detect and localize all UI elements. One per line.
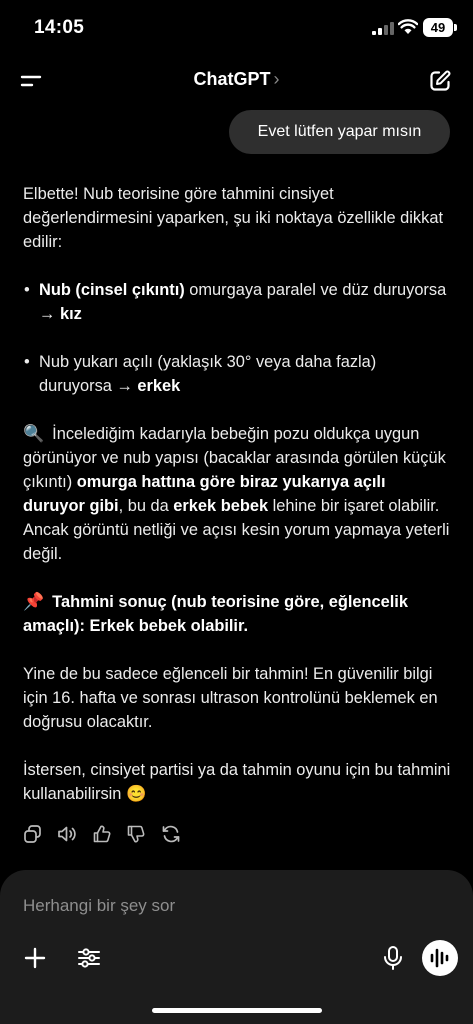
magnifier-emoji: 🔍 bbox=[23, 424, 45, 443]
wifi-icon bbox=[398, 19, 418, 35]
copy-icon[interactable] bbox=[23, 824, 43, 844]
new-chat-icon[interactable] bbox=[428, 69, 452, 93]
battery-tip bbox=[454, 24, 457, 31]
analysis-paragraph bbox=[23, 422, 451, 566]
analysis-bold: omurga hattına göre biraz yukarıya açılı duruyor gibi bbox=[23, 473, 386, 515]
analysis-text: lehine bir işaret olabilir. Ancak görüntü netliği ve açısı kesin yorum yapmaya yeterli değil. bbox=[23, 497, 450, 563]
thumbs-up-icon[interactable] bbox=[92, 824, 112, 844]
pushpin-emoji: 📌 bbox=[23, 592, 45, 611]
message-input[interactable]: Herhangi bir şey sor bbox=[23, 896, 176, 915]
bullet-result: kız bbox=[59, 305, 82, 323]
analysis-text: İncelediğim kadarıyla bebeğin pozu oldukça uygun görünüyor ve nub yapısı (bacaklar arasında görülen küçük çıkıntı) bbox=[23, 425, 446, 491]
composer bbox=[0, 870, 473, 1024]
thumbs-down-icon[interactable] bbox=[126, 824, 146, 844]
tools-icon[interactable] bbox=[77, 946, 101, 970]
bullet-item bbox=[23, 350, 451, 398]
message-actions bbox=[23, 824, 193, 848]
user-message-bubble: Evet lütfen yapar mısın bbox=[229, 110, 450, 154]
cellular-signal-icon bbox=[372, 22, 394, 35]
conclusion-paragraph bbox=[23, 590, 451, 638]
bullet-result: erkek bbox=[137, 377, 181, 395]
chevron-right-icon: › bbox=[273, 69, 280, 89]
voice-mode-icon bbox=[422, 940, 458, 976]
smile-emoji: 😊 bbox=[125, 785, 147, 803]
microphone-icon[interactable] bbox=[381, 945, 405, 971]
app-title: ChatGPT bbox=[193, 69, 271, 89]
bullet-text: omurgaya paralel ve düz duruyorsa → bbox=[39, 281, 447, 323]
battery-indicator: 49 bbox=[423, 18, 453, 37]
bullet-text: Nub yukarı açılı (yaklaşık 30° veya daha fazla) duruyorsa → bbox=[39, 353, 377, 395]
app-header bbox=[0, 56, 473, 104]
plus-icon[interactable] bbox=[23, 946, 47, 970]
model-selector[interactable] bbox=[0, 69, 473, 90]
voice-mode-button[interactable] bbox=[422, 940, 458, 976]
bullet-bold-term: Nub (cinsel çıkıntı) bbox=[39, 281, 185, 299]
analysis-bold: erkek bebek bbox=[173, 497, 269, 515]
assistant-message bbox=[23, 182, 451, 806]
home-indicator bbox=[152, 1008, 322, 1013]
conclusion-text: Tahmini sonuç (nub teorisine göre, eğlencelik amaçlı): Erkek bebek olabilir. bbox=[23, 593, 408, 635]
advice-paragraph: Yine de bu sadece eğlenceli bir tahmin! En güvenilir bilgi için 16. hafta ve sonrası ultrason kontrolünü beklemek en doğrusu olacaktır. bbox=[23, 665, 438, 731]
status-bar bbox=[0, 0, 473, 56]
status-time: 14:05 bbox=[34, 17, 85, 38]
regenerate-icon[interactable] bbox=[161, 824, 181, 844]
bullet-item bbox=[23, 278, 451, 326]
closing-text: İstersen, cinsiyet partisi ya da tahmin oyunu için bu tahmini kullanabilirsin bbox=[23, 761, 451, 803]
speaker-icon[interactable] bbox=[57, 824, 77, 844]
closing-paragraph bbox=[23, 758, 451, 806]
intro-paragraph: Elbette! Nub teorisine göre tahmini cinsiyet değerlendirmesini yaparken, şu iki noktaya özellikle dikkat edilir: bbox=[23, 185, 443, 251]
analysis-text: , bu da bbox=[118, 497, 174, 515]
